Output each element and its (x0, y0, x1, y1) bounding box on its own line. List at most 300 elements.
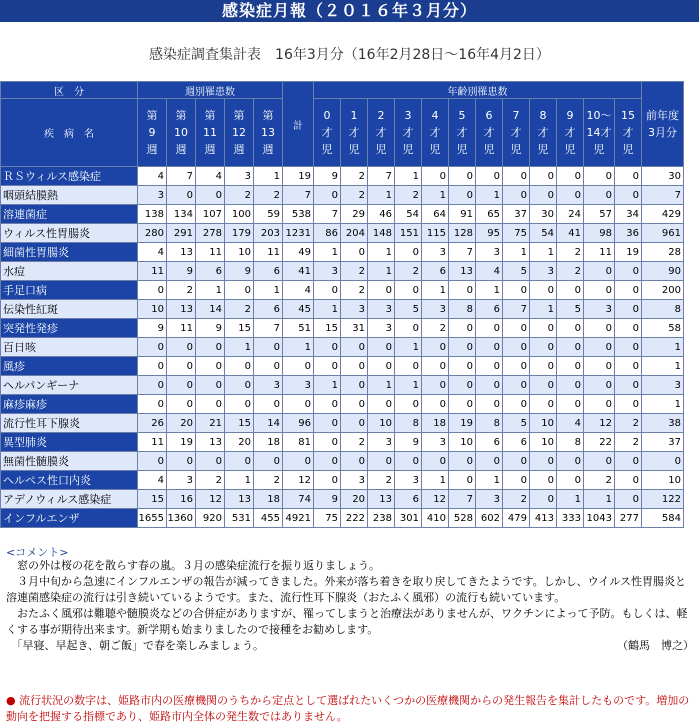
prev-year-count: 429 (642, 205, 684, 224)
total-count: 81 (283, 433, 314, 452)
age-count: 0 (449, 281, 476, 300)
age-count: 0 (314, 433, 341, 452)
week-count: 134 (167, 205, 196, 224)
age-count: 0 (476, 167, 503, 186)
age-count: 7 (368, 167, 395, 186)
age-count: 222 (341, 509, 368, 528)
age-count: 2 (503, 490, 530, 509)
age-header-cell (530, 99, 557, 167)
age-header-cell (368, 99, 395, 167)
comment-closing: 「早寝、早起き、朝ご飯」で春を楽しみましょう。 (6, 639, 265, 652)
week-count: 0 (167, 357, 196, 376)
age-count: 36 (615, 224, 642, 243)
age-count: 0 (530, 395, 557, 414)
week-count: 21 (196, 414, 225, 433)
page-title: 感染症月報（２０１６年３月分） (0, 0, 699, 22)
age-count: 0 (615, 186, 642, 205)
age-header-cell-part: 7 (512, 109, 520, 122)
age-count: 151 (395, 224, 422, 243)
week-count: 0 (196, 452, 225, 471)
age-count: 0 (530, 186, 557, 205)
age-count: 8 (395, 414, 422, 433)
comment-line (6, 638, 694, 654)
age-count: 0 (584, 357, 615, 376)
age-count: 3 (422, 433, 449, 452)
age-count: 0 (314, 452, 341, 471)
age-count: 5 (503, 414, 530, 433)
age-count: 24 (557, 205, 584, 224)
prev-year-count: 0 (642, 452, 684, 471)
age-count: 0 (530, 490, 557, 509)
age-count: 1043 (584, 509, 615, 528)
age-count: 0 (449, 319, 476, 338)
week-count: 920 (196, 509, 225, 528)
age-count: 1 (530, 300, 557, 319)
age-count: 31 (341, 319, 368, 338)
week-count: 0 (138, 338, 167, 357)
age-count: 0 (615, 319, 642, 338)
table-subtitle: 感染症調査集計表 16年3月分（16年2月28日～16年4月2日） (149, 47, 550, 63)
age-count: 2 (557, 262, 584, 281)
week-count: 26 (138, 414, 167, 433)
week-count: 18 (254, 490, 283, 509)
week-count: 1 (254, 281, 283, 300)
age-count: 0 (341, 395, 368, 414)
age-header-cell (314, 99, 341, 167)
age-count: 0 (422, 338, 449, 357)
age-count: 0 (584, 338, 615, 357)
week-count: 4 (138, 471, 167, 490)
week-count: 3 (167, 471, 196, 490)
prev-year-count: 30 (642, 167, 684, 186)
week-count: 0 (138, 357, 167, 376)
age-header-cell (341, 99, 368, 167)
age-count: 95 (476, 224, 503, 243)
age-count: 0 (395, 357, 422, 376)
age-header-cell-part: 才 (537, 126, 549, 139)
table-row (1, 357, 684, 376)
age-count: 1 (503, 243, 530, 262)
age-count: 0 (314, 338, 341, 357)
age-count: 41 (557, 224, 584, 243)
week-count: 0 (225, 452, 254, 471)
total-count: 45 (283, 300, 314, 319)
age-count: 11 (584, 243, 615, 262)
week-count: 107 (196, 205, 225, 224)
disease-name: 水痘 (1, 262, 138, 281)
age-count: 0 (476, 395, 503, 414)
age-header-cell-part: 才 (321, 126, 333, 139)
age-count: 8 (557, 433, 584, 452)
age-count: 0 (584, 262, 615, 281)
week-count: 14 (196, 300, 225, 319)
total-count: 0 (283, 357, 314, 376)
age-header-cell-part: 才 (429, 126, 441, 139)
age-count: 0 (503, 357, 530, 376)
age-count: 0 (557, 452, 584, 471)
age-count: 3 (368, 433, 395, 452)
age-count: 2 (615, 414, 642, 433)
age-count: 2 (422, 319, 449, 338)
age-count: 0 (476, 357, 503, 376)
age-count: 0 (341, 414, 368, 433)
age-count: 115 (422, 224, 449, 243)
age-count: 0 (314, 471, 341, 490)
age-count: 0 (314, 357, 341, 376)
total-count: 4 (283, 281, 314, 300)
week-count: 278 (196, 224, 225, 243)
prev-year-count: 584 (642, 509, 684, 528)
age-count: 6 (422, 262, 449, 281)
age-count: 29 (341, 205, 368, 224)
prev-year-count: 28 (642, 243, 684, 262)
age-count: 1 (368, 262, 395, 281)
age-header-cell-part: 児 (622, 143, 634, 156)
age-count: 0 (314, 281, 341, 300)
age-count: 1 (557, 490, 584, 509)
age-count: 1 (476, 471, 503, 490)
age-count: 8 (476, 414, 503, 433)
age-count: 410 (422, 509, 449, 528)
age-count: 0 (557, 338, 584, 357)
age-count: 3 (530, 262, 557, 281)
week-count: 10 (225, 243, 254, 262)
age-count: 2 (557, 243, 584, 262)
total-count: 51 (283, 319, 314, 338)
week-count: 9 (225, 262, 254, 281)
weekly-header: 週別罹患数 (138, 82, 283, 99)
total-count: 1 (283, 338, 314, 357)
age-count: 10 (449, 433, 476, 452)
week-count: 10 (138, 300, 167, 319)
prev-year-count: 37 (642, 433, 684, 452)
total-count: 1231 (283, 224, 314, 243)
comment-line: おたふく風邪は難聴や髄膜炎などの合併症がありますが、罹ってしまうと治療法がありませんが、ワクチンによって予防。もしくは、軽くする事が期待出来ます。新学期も始まりましたので接種をお勧めします。 (6, 607, 688, 636)
age-count: 91 (449, 205, 476, 224)
week-count: 7 (254, 319, 283, 338)
age-count: 10 (530, 433, 557, 452)
week-header (138, 99, 167, 167)
age-header-cell (557, 99, 584, 167)
week-count: 11 (167, 319, 196, 338)
age-count: 46 (368, 205, 395, 224)
age-count: 0 (503, 186, 530, 205)
age-header-cell-part: 10～ (586, 109, 612, 122)
disease-stats-table (0, 81, 684, 528)
age-count: 2 (395, 262, 422, 281)
age-count: 1 (584, 490, 615, 509)
age-count: 0 (476, 376, 503, 395)
week-count: 12 (196, 490, 225, 509)
prev-year-header (642, 82, 684, 167)
total-count: 49 (283, 243, 314, 262)
age-count: 20 (341, 490, 368, 509)
age-header-cell-part: 児 (564, 143, 576, 156)
table-row (1, 395, 684, 414)
week-header-part: 第 (262, 109, 274, 122)
age-count: 0 (557, 395, 584, 414)
week-count: 1 (196, 281, 225, 300)
week-count: 18 (254, 433, 283, 452)
age-count: 1 (530, 243, 557, 262)
age-header-cell (584, 99, 615, 167)
age-count: 3 (584, 300, 615, 319)
age-header-cell-part: 才 (564, 126, 576, 139)
week-header-part: 第 (146, 109, 158, 122)
week-header-part: 週 (175, 143, 187, 156)
age-header-cell-part: 0 (323, 109, 331, 122)
week-count: 179 (225, 224, 254, 243)
age-count: 6 (503, 433, 530, 452)
total-count: 538 (283, 205, 314, 224)
week-count: 13 (167, 300, 196, 319)
age-count: 0 (368, 395, 395, 414)
age-count: 1 (314, 243, 341, 262)
disease-name: ＲＳウィルス感染症 (1, 167, 138, 186)
prev-year-count: 122 (642, 490, 684, 509)
week-count: 9 (196, 319, 225, 338)
age-header-cell (449, 99, 476, 167)
age-count: 19 (615, 243, 642, 262)
prev-year-count: 961 (642, 224, 684, 243)
total-count: 12 (283, 471, 314, 490)
age-count: 0 (584, 186, 615, 205)
week-count: 20 (225, 433, 254, 452)
week-count: 4 (138, 243, 167, 262)
age-header-cell-part: 8 (539, 109, 547, 122)
week-header (225, 99, 254, 167)
age-count: 0 (368, 357, 395, 376)
week-count: 0 (138, 376, 167, 395)
disease-name: 無菌性髄膜炎 (1, 452, 138, 471)
table-row (1, 376, 684, 395)
age-count: 0 (503, 452, 530, 471)
age-header-cell-part: 5 (458, 109, 466, 122)
age-count: 0 (476, 338, 503, 357)
age-count: 0 (557, 471, 584, 490)
week-count: 0 (196, 186, 225, 205)
age-header-cell-part: 3 (404, 109, 412, 122)
age-count: 0 (615, 262, 642, 281)
week-count: 15 (138, 490, 167, 509)
prev-year-label-1: 前年度 (646, 109, 679, 122)
age-count: 0 (368, 338, 395, 357)
age-count: 0 (395, 395, 422, 414)
note-text: 流行状況の数字は、姫路市内の医療機関のうちから定点として選ばれたいくつかの医療機関からの発生報告を集計したものです。増加の動向を把握する指標であり、姫路市内全体の発生数ではありません。 (6, 694, 690, 723)
week-count: 2 (196, 471, 225, 490)
table-row (1, 338, 684, 357)
week-header (254, 99, 283, 167)
age-count: 75 (314, 509, 341, 528)
age-count: 128 (449, 224, 476, 243)
age-count: 0 (584, 376, 615, 395)
age-header-cell (476, 99, 503, 167)
age-count: 0 (341, 338, 368, 357)
total-count: 0 (283, 395, 314, 414)
week-count: 0 (225, 376, 254, 395)
age-count: 0 (422, 357, 449, 376)
age-count: 602 (476, 509, 503, 528)
week-count: 7 (167, 167, 196, 186)
age-count: 1 (368, 376, 395, 395)
disease-name: ウィルス性胃腸炎 (1, 224, 138, 243)
total-count: 4921 (283, 509, 314, 528)
age-count: 1 (422, 186, 449, 205)
age-count: 0 (615, 471, 642, 490)
week-header (167, 99, 196, 167)
age-count: 528 (449, 509, 476, 528)
age-count: 148 (368, 224, 395, 243)
note (6, 693, 696, 725)
age-count: 54 (395, 205, 422, 224)
age-count: 19 (449, 414, 476, 433)
table-row (1, 509, 684, 528)
table-row (1, 186, 684, 205)
age-count: 5 (557, 300, 584, 319)
age-count: 0 (368, 281, 395, 300)
prev-year-count: 38 (642, 414, 684, 433)
signature: （鶴馬 博之） (617, 639, 694, 652)
age-count: 0 (395, 281, 422, 300)
age-header-cell-part: 15 (621, 109, 635, 122)
disease-name: ヘルペス性口内炎 (1, 471, 138, 490)
week-count: 0 (138, 281, 167, 300)
age-count: 9 (314, 490, 341, 509)
week-count: 138 (138, 205, 167, 224)
prev-year-label-2: 3月分 (648, 126, 677, 139)
age-count: 5 (395, 300, 422, 319)
total-header: 計 (283, 82, 314, 167)
disease-name: 咽頭結膜熱 (1, 186, 138, 205)
age-count: 0 (584, 167, 615, 186)
age-header-cell-part: 児 (321, 143, 333, 156)
age-count: 2 (341, 186, 368, 205)
age-header-cell-part: 4 (431, 109, 439, 122)
age-header-cell (395, 99, 422, 167)
age-count: 12 (584, 414, 615, 433)
prev-year-count: 3 (642, 376, 684, 395)
table-row (1, 433, 684, 452)
week-header-part: 第 (233, 109, 245, 122)
age-count: 0 (341, 243, 368, 262)
age-count: 0 (530, 376, 557, 395)
age-count: 413 (530, 509, 557, 528)
age-count: 1 (314, 376, 341, 395)
age-count: 0 (422, 395, 449, 414)
age-header-cell-part: 児 (375, 143, 387, 156)
prev-year-count: 1 (642, 357, 684, 376)
age-count: 0 (530, 357, 557, 376)
age-count: 0 (615, 490, 642, 509)
week-count: 0 (196, 376, 225, 395)
age-count: 0 (422, 452, 449, 471)
age-count: 1 (395, 376, 422, 395)
age-count: 2 (341, 167, 368, 186)
age-count: 54 (530, 224, 557, 243)
age-count: 3 (422, 300, 449, 319)
age-count: 3 (314, 262, 341, 281)
week-count: 0 (196, 338, 225, 357)
age-count: 0 (584, 281, 615, 300)
disease-name: 手足口病 (1, 281, 138, 300)
age-count: 4 (476, 262, 503, 281)
table-row (1, 205, 684, 224)
prev-year-count: 8 (642, 300, 684, 319)
disease-name: 溶連菌症 (1, 205, 138, 224)
week-count: 1360 (167, 509, 196, 528)
age-count: 0 (314, 395, 341, 414)
week-count: 0 (196, 357, 225, 376)
age-count: 238 (368, 509, 395, 528)
prev-year-count: 1 (642, 338, 684, 357)
table-row (1, 414, 684, 433)
age-count: 1 (368, 186, 395, 205)
age-count: 0 (368, 452, 395, 471)
age-count: 7 (449, 243, 476, 262)
table-row (1, 452, 684, 471)
age-count: 0 (341, 357, 368, 376)
age-count: 0 (422, 376, 449, 395)
disease-name: 伝染性紅斑 (1, 300, 138, 319)
total-count: 41 (283, 262, 314, 281)
age-count: 98 (584, 224, 615, 243)
week-count: 11 (254, 243, 283, 262)
age-header-cell (422, 99, 449, 167)
age-header-cell-part: 才 (375, 126, 387, 139)
age-count: 0 (530, 471, 557, 490)
age-header-cell-part: 才 (483, 126, 495, 139)
week-count: 0 (167, 376, 196, 395)
age-count: 0 (557, 167, 584, 186)
age-header-cell-part: 児 (429, 143, 441, 156)
age-count: 2 (341, 433, 368, 452)
age-header-cell-part: 才 (622, 126, 634, 139)
table-row (1, 224, 684, 243)
total-count: 3 (283, 376, 314, 395)
age-count: 333 (557, 509, 584, 528)
week-count: 2 (254, 471, 283, 490)
age-header-cell (503, 99, 530, 167)
prev-year-count: 10 (642, 471, 684, 490)
week-count: 0 (167, 186, 196, 205)
disease-name: インフルエンザ (1, 509, 138, 528)
age-count: 0 (615, 357, 642, 376)
week-count: 13 (167, 243, 196, 262)
age-count: 57 (584, 205, 615, 224)
age-header-cell-part: 児 (402, 143, 414, 156)
age-count: 301 (395, 509, 422, 528)
age-count: 1 (395, 338, 422, 357)
age-count: 0 (584, 452, 615, 471)
disease-name: 麻疹麻疹 (1, 395, 138, 414)
age-count: 15 (314, 319, 341, 338)
prev-year-count: 90 (642, 262, 684, 281)
age-count: 0 (449, 452, 476, 471)
age-count: 3 (476, 243, 503, 262)
age-header-cell-part: 児 (593, 143, 605, 156)
age-count: 0 (449, 376, 476, 395)
week-count: 9 (138, 319, 167, 338)
age-count: 3 (395, 471, 422, 490)
week-count: 15 (225, 319, 254, 338)
week-count: 203 (254, 224, 283, 243)
age-count: 0 (476, 319, 503, 338)
age-count: 0 (615, 395, 642, 414)
week-count: 1 (225, 471, 254, 490)
age-count: 0 (530, 319, 557, 338)
age-count: 0 (615, 167, 642, 186)
age-header-cell-part: 才 (348, 126, 360, 139)
